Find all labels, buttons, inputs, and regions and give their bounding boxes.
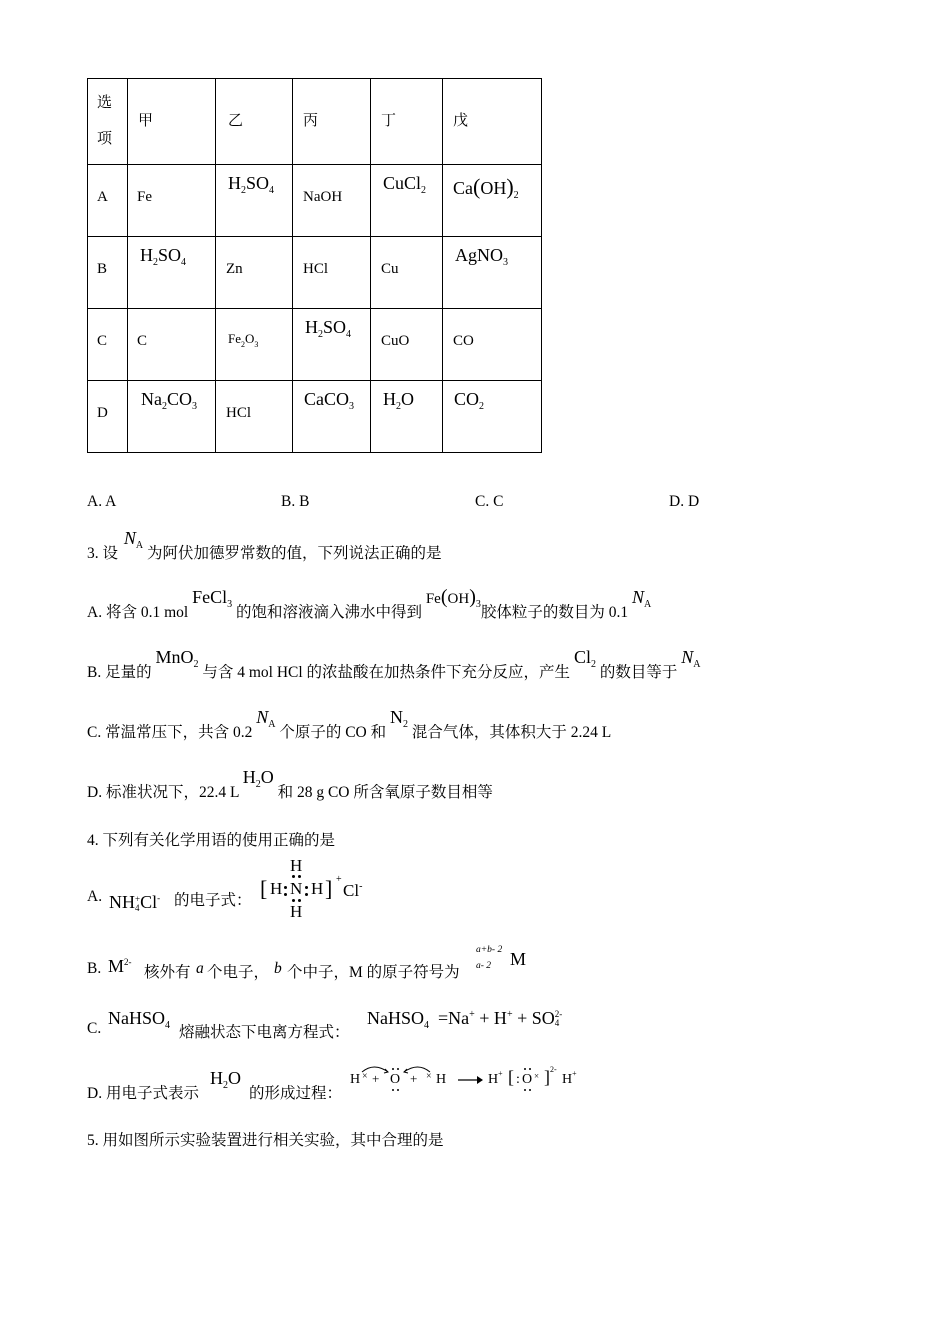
h2o-formula: $H_2O$ — [210, 1068, 241, 1091]
h2o-formation-process: H × + O + × H H+ [ : O × ] 2- H+ — [348, 1062, 588, 1096]
q2-option-b[interactable]: B. B — [281, 493, 310, 510]
cell-hcl: HCl — [226, 405, 252, 421]
header-cell-bing: 丙 — [293, 79, 371, 165]
ionization-equation: NaHSO$_4$ =Na+ + H+ + SO 2- 4 — [367, 1008, 563, 1031]
cell-h2o: $H_2O$ — [383, 389, 414, 412]
row-label: A — [97, 189, 108, 205]
row-label: D — [97, 405, 108, 421]
header-cell-wu: 戊 — [443, 79, 542, 165]
q5-stem: 5. 用如图所示实验装置进行相关实验，其中合理的是 — [87, 1132, 444, 1149]
q3-option-c[interactable]: C. 常温常压下，共含 0.2 $N_A$ 个原子的 CO 和 $N_2$ 混合气体，其体积大于 2.24 L — [87, 707, 612, 741]
mass-number: a+b- 2 — [476, 945, 503, 955]
cell-cuo: CuO — [381, 333, 410, 349]
nh4cl-formula: NH + 4 Cl- — [109, 892, 161, 913]
nh4cl-electron-formula: [ H N H H H ] + Cl- — [260, 856, 363, 921]
row-label: B — [97, 261, 108, 277]
q2-option-d[interactable]: D. D — [669, 493, 700, 510]
q4-stem: 4. 下列有关化学用语的使用正确的是 — [87, 832, 336, 849]
table-header-row — [88, 79, 542, 165]
cell-h2so4: $H_2SO_4$ — [140, 245, 187, 268]
nahso4-formula: NaHSO$_4$ — [108, 1008, 170, 1031]
cell-cucl2: CuCl$_2$ — [383, 173, 427, 196]
header-cell-jia: 甲 — [128, 79, 216, 165]
cell-c: C — [137, 333, 148, 349]
cell-caco3: CaCO$_3$ — [304, 389, 354, 412]
q3-option-a[interactable]: A. 将含 0.1 mol FeCl$_3$ 的饱和溶液滴入沸水中得到 $Fe(OH)_3$胶体粒子的数目为 0.1 $N_A$ — [87, 586, 652, 621]
cell-hcl: HCl — [303, 261, 329, 277]
cell-co: CO — [453, 333, 474, 349]
m2-ion: $M^{2-}$ — [108, 956, 132, 976]
cell-agno3: AgNO$_3$ — [455, 245, 508, 268]
q2-option-a[interactable]: A. A — [87, 493, 117, 510]
options-table — [87, 78, 542, 453]
q3-stem: 3. 设 $N_A$ 为阿伏加德罗常数的值，下列说法正确的是 — [87, 528, 442, 562]
row-label: C — [97, 333, 108, 349]
table-row — [88, 309, 542, 381]
cell-na2co3: $Na_2CO_3$ — [141, 389, 198, 412]
cell-fe2o3: $Fe_2O_3$ — [228, 331, 259, 349]
atom-symbol: M — [510, 949, 527, 969]
header-cell-ding: 丁 — [371, 79, 443, 165]
q2-option-c[interactable]: C. C — [475, 493, 504, 510]
cell-fe: Fe — [137, 189, 152, 205]
cell-h2so4: $H_2SO_4$ — [228, 173, 275, 196]
cell-naoh: NaOH — [303, 189, 343, 205]
table-row — [88, 381, 542, 453]
table-row — [88, 237, 542, 309]
q3-option-b[interactable]: B. 足量的 MnO$_2$ 与含 4 mol HCl 的浓盐酸在加热条件下充分反应，产生 $Cl_2$ 的数目等于 $N_A$ — [87, 647, 701, 681]
table-row — [88, 165, 542, 237]
cell-zn: Zn — [226, 261, 243, 277]
atomic-number: a- 2 — [476, 961, 492, 971]
header-cell-option: 选 项 — [88, 79, 128, 165]
cell-h2so4: $H_2SO_4$ — [305, 317, 352, 340]
q3-option-d[interactable]: D. 标准状况下，22.4 L $H_2O$ 和 28 g CO 所含氧原子数目相等 — [87, 767, 493, 801]
cell-co2: $CO_2$ — [454, 389, 485, 412]
cell-caoh2: $Ca(OH)_2$ — [453, 174, 519, 201]
cell-cu: Cu — [381, 261, 399, 277]
header-cell-yi: 乙 — [216, 79, 293, 165]
